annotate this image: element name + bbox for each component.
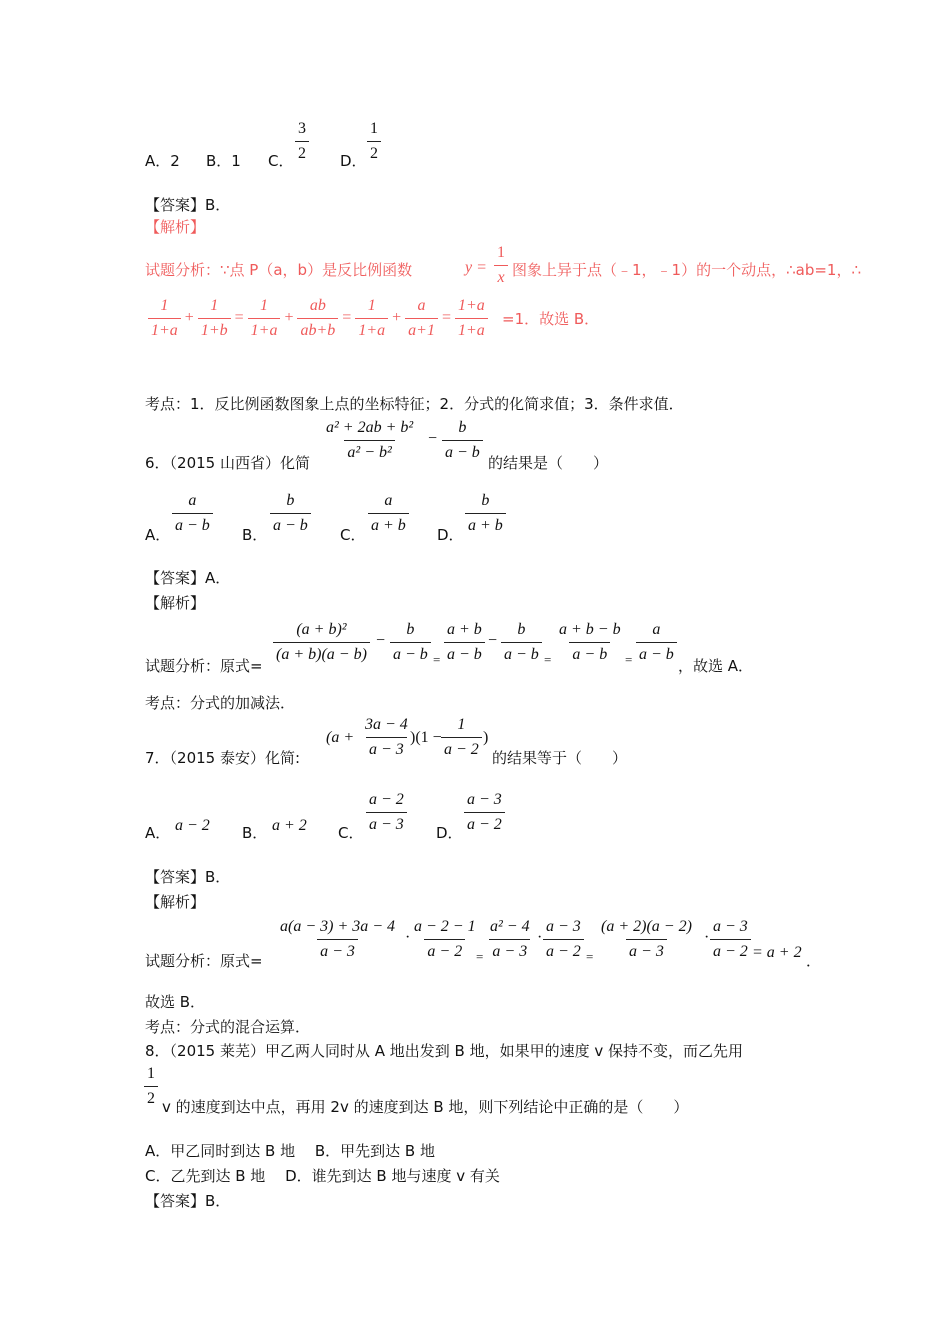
q8-option-cd: C．乙先到达 B 地 D．谁先到达 B 地与速度 v 有关 — [145, 1167, 500, 1185]
q7-expr-open — [326, 729, 354, 747]
q5-option-c-fraction — [295, 121, 309, 162]
fraction-numerator: a — [188, 492, 197, 509]
fraction-denominator: 1+a — [455, 318, 488, 339]
q7-option-d-label: D． — [436, 824, 463, 842]
q6-option-b-label: B． — [242, 526, 268, 544]
fraction-numerator: (a + 2)(a − 2) — [601, 918, 692, 935]
fraction-numerator: a — [384, 492, 393, 509]
q7-keypoint: 考点：分式的混合运算． — [145, 1018, 311, 1036]
q7-analysis-label: 【解析】 — [145, 893, 206, 911]
fraction-denominator: 1+a — [148, 318, 181, 339]
fraction-numerator: 1 — [497, 244, 505, 261]
fraction-numerator: a + b − b — [559, 621, 621, 638]
fraction-denominator: a + b — [368, 513, 409, 534]
fraction-denominator: ab+b — [297, 318, 338, 339]
fraction-numerator: a + b — [447, 621, 482, 638]
q5-analysis-post: 图象上异于点（﹣1，﹣1）的一个动点，∴ab=1，∴ — [512, 261, 862, 279]
fraction-numerator: 1 — [160, 296, 169, 314]
equals-sign: = — [234, 309, 244, 326]
fraction-numerator: a − 2 − 1 — [414, 918, 476, 935]
fraction-denominator: a − b — [390, 642, 431, 663]
q6-step-minus-1: − — [376, 632, 386, 649]
fraction-denominator: a − b — [501, 642, 542, 663]
q6-step-equals-2: = — [544, 652, 552, 667]
q7-step-5 — [598, 919, 695, 960]
fraction-denominator: 2 — [295, 141, 309, 162]
fraction-numerator: 1 — [147, 1065, 155, 1082]
q5-analysis-pre: 试题分析：∵点 P（a，b）是反比例函数 — [145, 261, 413, 279]
fraction-denominator: a − 2 — [543, 939, 584, 960]
equals-sign: = — [441, 309, 451, 326]
fraction-numerator: a − 3 — [713, 918, 748, 935]
q6-option-c-fraction — [368, 493, 409, 534]
q7-result: = a + 2 — [752, 944, 802, 961]
fraction-numerator: b — [458, 419, 467, 436]
fraction-numerator: 1 — [370, 120, 378, 137]
q7-expr-mid: )(1 − — [410, 729, 442, 746]
fraction-numerator: a² + 2ab + b² — [326, 419, 414, 436]
fraction-denominator: (a + b)(a − b) — [273, 642, 370, 663]
fraction-numerator: (a + b)² — [296, 621, 347, 638]
q6-option-b-fraction — [270, 493, 311, 534]
q5-answer: 【答案】B． — [145, 196, 231, 214]
q5-analysis-label: 【解析】 — [145, 218, 206, 236]
q7-option-a-label: A． — [145, 824, 171, 842]
fraction-numerator: a(a − 3) + 3a − 4 — [280, 918, 396, 935]
q6-step-equals-1: = — [433, 652, 441, 667]
fraction-numerator: b — [517, 621, 526, 638]
fraction-numerator: a — [417, 296, 426, 314]
q5-chain-fraction — [198, 298, 231, 339]
q7-step-4 — [543, 919, 584, 960]
fraction-numerator: 1 — [367, 296, 376, 314]
q5-option-d-fraction — [367, 121, 381, 162]
q6-option-c-label: C． — [340, 526, 366, 544]
fraction-numerator: 1 — [260, 296, 269, 314]
q7-option-c-fraction — [366, 792, 407, 833]
q5-chain-fraction — [355, 298, 388, 339]
q7-suffix: 的结果等于（ ） — [492, 749, 628, 767]
q5-chain-fraction — [297, 298, 338, 339]
fraction-numerator: b — [286, 492, 295, 509]
q6-option-a-label: A． — [145, 526, 171, 544]
q5-option-b: B．1 — [206, 152, 241, 170]
fraction-numerator: b — [481, 492, 490, 509]
q8-answer: 【答案】B． — [145, 1192, 231, 1210]
q5-analysis-text — [145, 259, 412, 280]
q7-option-b-text: a + 2 — [272, 817, 307, 834]
fraction-denominator: a − 3 — [366, 737, 407, 758]
q7-end: ． — [806, 952, 822, 970]
q5-option-a: A．2 — [145, 152, 180, 170]
q6-step-minus-2: − — [488, 632, 498, 649]
q7-expr-close: ) — [483, 729, 489, 746]
fraction-numerator: 1+a — [457, 296, 485, 314]
q6-step-1 — [273, 622, 370, 663]
q5-analysis-y: y = — [465, 259, 487, 276]
fraction-denominator: x — [494, 265, 507, 286]
fraction-denominator: a − 3 — [317, 939, 358, 960]
equals-sign: = — [342, 309, 352, 326]
q6-answer: 【答案】A． — [145, 569, 231, 587]
q7-option-a-text: a − 2 — [175, 817, 210, 834]
q5-keypoint: 考点：1．反比例函数图象上点的坐标特征；2．分式的化简求值；3．条件求值． — [145, 395, 684, 413]
q5-option-c: C． — [268, 152, 294, 170]
q5-option-d: D． — [340, 152, 367, 170]
q7-analysis-prefix: 试题分析：原式= — [145, 952, 263, 970]
fraction-numerator: a² − 4 — [490, 918, 530, 935]
fraction-denominator: a − 3 — [366, 812, 407, 833]
q7-expr-open-text: (a + — [326, 729, 355, 746]
q8-fraction — [144, 1066, 158, 1107]
q7-answer: 【答案】B． — [145, 868, 231, 886]
q6-step-equals-3: = — [625, 652, 633, 667]
q7-step-equals-1: = — [476, 949, 484, 964]
q7-conclusion: 故选 B． — [145, 993, 206, 1011]
fraction-numerator: 1 — [210, 296, 219, 314]
q7-option-b-label: B． — [242, 824, 268, 842]
fraction-numerator: b — [406, 621, 415, 638]
fraction-denominator: a − 2 — [424, 939, 465, 960]
q7-step-6 — [710, 919, 751, 960]
fraction-numerator: ab — [309, 296, 326, 314]
q6-keypoint: 考点：分式的加减法． — [145, 694, 296, 712]
fraction-denominator: a+1 — [405, 318, 438, 339]
fraction-denominator: a − 3 — [626, 939, 667, 960]
plus-sign: + — [184, 309, 194, 326]
fraction-denominator: 1+b — [198, 318, 231, 339]
q6-option-a-fraction — [172, 493, 213, 534]
q6-suffix: 的结果是（ ） — [488, 454, 609, 472]
q6-analysis-prefix: 试题分析：原式= — [145, 657, 263, 675]
q7-option-c-label: C． — [338, 824, 364, 842]
q6-step-5 — [556, 622, 624, 663]
fraction-denominator: a − b — [569, 642, 610, 663]
q8-line-2: v 的速度到达中点，再用 2v 的速度到达 B 地，则下列结论中正确的是（ ） — [162, 1098, 689, 1116]
fraction-denominator: a + b — [465, 513, 506, 534]
q6-analysis-suffix: ，故选 A． — [678, 657, 754, 675]
fraction-denominator: 1+a — [355, 318, 388, 339]
fraction-denominator: a − 2 — [464, 812, 505, 833]
q7-step-3 — [487, 919, 533, 960]
q5-chain-fraction — [455, 298, 488, 339]
fraction-numerator: 3a − 4 — [365, 716, 408, 733]
q5-analysis-fraction — [494, 245, 508, 286]
q6-expr-minus: − — [428, 430, 438, 447]
q6-option-d-label: D． — [437, 526, 464, 544]
q5-chain-fraction — [148, 298, 181, 339]
q7-step-dot-2: · — [537, 929, 543, 946]
q6-step-4 — [501, 622, 542, 663]
q6-option-d-fraction — [465, 493, 506, 534]
q6-expr-fraction-1 — [323, 420, 416, 461]
q7-step-2 — [411, 919, 479, 960]
q5-chain — [148, 296, 488, 340]
fraction-numerator: 3 — [298, 120, 306, 137]
fraction-denominator: a² − b² — [344, 440, 394, 461]
q7-step-dot-3: · — [704, 929, 710, 946]
fraction-denominator: a − b — [442, 440, 483, 461]
fraction-denominator: 2 — [144, 1086, 158, 1107]
q5-chain-fraction — [248, 298, 281, 339]
q6-step-6 — [636, 622, 677, 663]
fraction-numerator: a — [652, 621, 661, 638]
fraction-denominator: a − b — [636, 642, 677, 663]
q7-step-equals-2: = — [586, 949, 594, 964]
fraction-denominator: a − b — [270, 513, 311, 534]
q7-expr-fraction-1 — [362, 717, 411, 758]
q5-chain-fraction — [405, 298, 438, 339]
plus-sign: + — [284, 309, 294, 326]
q7-expr-fraction-2 — [441, 717, 482, 758]
q6-step-2 — [390, 622, 431, 663]
q6-analysis-label: 【解析】 — [145, 594, 206, 612]
fraction-denominator: 1+a — [248, 318, 281, 339]
fraction-denominator: a − 3 — [489, 939, 530, 960]
q8-line-1: 8．（2015 莱芜）甲乙两人同时从 A 地出发到 B 地，如果甲的速度 v 保持不变，而乙先用 — [145, 1042, 744, 1060]
q6-expr-fraction-2 — [442, 420, 483, 461]
q8-option-ab: A．甲乙同时到达 B 地 B．甲先到达 B 地 — [145, 1142, 435, 1160]
q7-step-1 — [277, 919, 398, 960]
fraction-numerator: 1 — [457, 716, 466, 733]
q7-option-d-fraction — [464, 792, 505, 833]
fraction-numerator: a − 3 — [546, 918, 581, 935]
fraction-denominator: 2 — [367, 141, 381, 162]
fraction-denominator: a − 2 — [710, 939, 751, 960]
fraction-denominator: a − b — [172, 513, 213, 534]
fraction-denominator: a − b — [444, 642, 485, 663]
q7-step-dot-1: · — [405, 929, 411, 946]
q6-prefix: 6．（2015 山西省）化简 — [145, 454, 310, 472]
plus-sign: + — [392, 309, 402, 326]
q7-prefix: 7．（2015 泰安）化简: — [145, 749, 301, 767]
q5-chain-end: =1．故选 B． — [502, 310, 600, 328]
fraction-denominator: a − 2 — [441, 737, 482, 758]
q6-step-3 — [444, 622, 485, 663]
fraction-numerator: a − 3 — [467, 791, 502, 808]
fraction-numerator: a − 2 — [369, 791, 404, 808]
